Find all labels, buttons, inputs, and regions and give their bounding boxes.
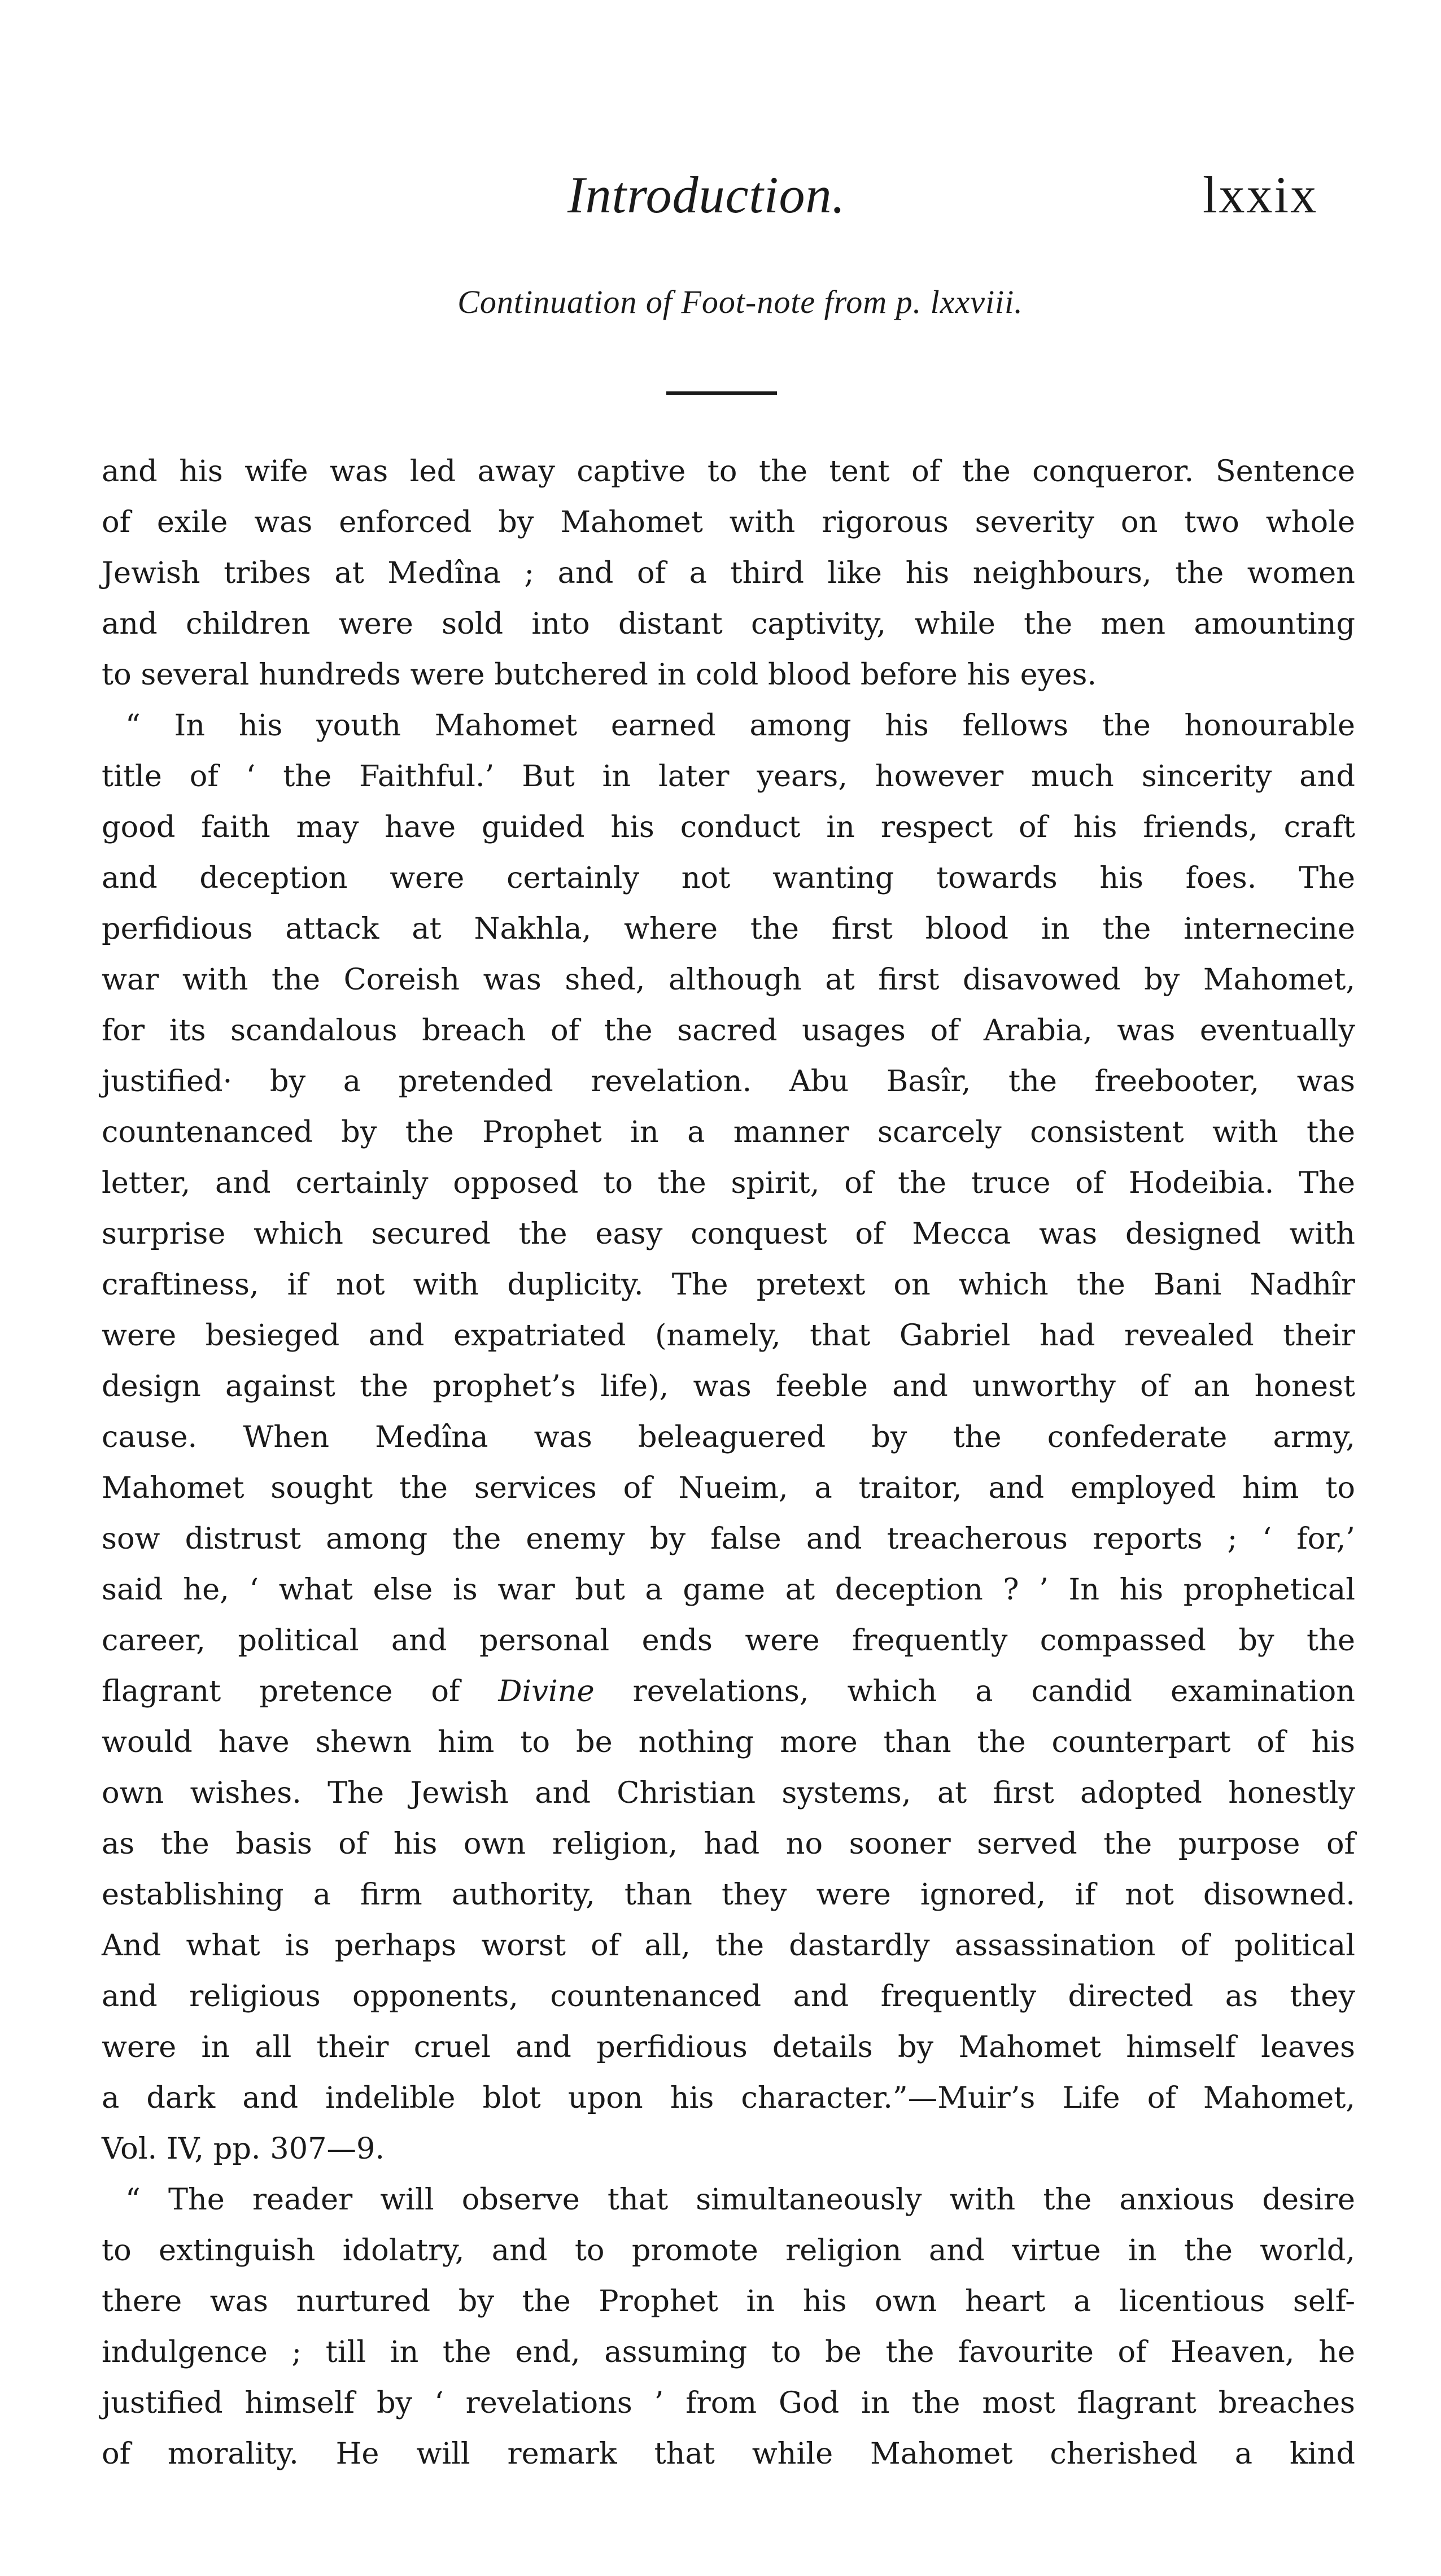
- page-number: lxxix: [1203, 166, 1318, 224]
- italic-term: Divine: [498, 1674, 595, 1708]
- text-line: “ The reader will observe that simultaneously with the anxious desire: [125, 2182, 1355, 2217]
- text-line: Mahomet sought the services of Nueim, a traitor, and employed him to: [102, 1471, 1355, 1505]
- text-line: career, political and personal ends were frequently compassed by the: [102, 1623, 1355, 1658]
- text-line: a dark and indelible blot upon his character.”—Muir’s Life of Mahomet,: [102, 2081, 1355, 2115]
- continuation-note: Continuation of Foot-note from p. lxxviii.: [457, 284, 1023, 320]
- paragraph: [102, 446, 1355, 700]
- text-line: and children were sold into distant captivity, while the men amounting: [102, 607, 1355, 641]
- text-line: as the basis of his own religion, had no sooner served the purpose of: [102, 1827, 1355, 1861]
- text-line: justified himself by ‘ revelations ’ from God in the most flagrant breaches: [102, 2386, 1355, 2420]
- paragraph: [102, 2174, 1355, 2479]
- text-line: countenanced by the Prophet in a manner scarcely consistent with the: [102, 1115, 1355, 1149]
- text-line: And what is perhaps worst of all, the dastardly assassination of political: [102, 1928, 1355, 1963]
- text-line: to extinguish idolatry, and to promote religion and virtue in the world,: [102, 2233, 1355, 2268]
- text-line: of exile was enforced by Mahomet with rigorous severity on two whole: [102, 505, 1355, 539]
- text-line: design against the prophet’s life), was feeble and unworthy of an honest: [102, 1369, 1355, 1403]
- text-line: there was nurtured by the Prophet in his own heart a licentious self-: [102, 2284, 1355, 2318]
- text-line: of morality. He will remark that while Mahomet cherished a kind: [102, 2436, 1355, 2471]
- text-line: war with the Coreish was shed, although at first disavowed by Mahomet,: [102, 962, 1355, 997]
- text-line: were in all their cruel and perfidious details by Mahomet himself leaves: [102, 2030, 1355, 2064]
- text-line: establishing a firm authority, than they were ignored, if not disowned.: [102, 1877, 1355, 1912]
- divider-rule: [666, 391, 777, 395]
- text-line: cause. When Medîna was beleaguered by the confederate army,: [102, 1420, 1355, 1454]
- section-title: Introduction.: [567, 166, 846, 224]
- text-line: letter, and certainly opposed to the spirit, of the truce of Hodeibia. The: [102, 1166, 1355, 1200]
- running-head: [0, 164, 1441, 226]
- text-line: justified· by a pretended revelation. Abu Basîr, the freebooter, was: [102, 1064, 1355, 1099]
- text-line-with-italic: flagrant pretence of Divine revelations, which a candid examination: [102, 1674, 1355, 1708]
- text-line: “ In his youth Mahomet earned among his fellows the honourable: [125, 708, 1355, 743]
- paragraph: [102, 700, 1355, 2174]
- text-line: craftiness, if not with duplicity. The pretext on which the Bani Nadhîr: [102, 1267, 1355, 1302]
- text-line: would have shewn him to be nothing more than the counterpart of his: [102, 1725, 1355, 1759]
- text-line: and religious opponents, countenanced and frequently directed as they: [102, 1979, 1355, 2013]
- text-line: own wishes. The Jewish and Christian systems, at first adopted honestly: [102, 1776, 1355, 1810]
- text-line: indulgence ; till in the end, assuming to be the favourite of Heaven, he: [102, 2335, 1355, 2369]
- text-line: for its scandalous breach of the sacred usages of Arabia, was eventually: [102, 1013, 1355, 1048]
- text-line: Vol. IV, pp. 307—9.: [102, 2132, 385, 2166]
- text-line: perfidious attack at Nakhla, where the first blood in the internecine: [102, 912, 1355, 946]
- text-line: said he, ‘ what else is war but a game at deception ? ’ In his prophetical: [102, 1572, 1355, 1607]
- text-line: to several hundreds were butchered in cold blood before his eyes.: [102, 657, 1097, 692]
- text-line: and his wife was led away captive to the tent of the conqueror. Sentence: [102, 454, 1355, 489]
- text-line: sow distrust among the enemy by false and treacherous reports ; ‘ for,’: [102, 1522, 1355, 1556]
- text-line: good faith may have guided his conduct in respect of his friends, craft: [102, 810, 1355, 844]
- text-line: surprise which secured the easy conquest of Mecca was designed with: [102, 1217, 1355, 1251]
- text-line: Jewish tribes at Medîna ; and of a third like his neighbours, the women: [102, 556, 1355, 590]
- text-line: title of ‘ the Faithful.’ But in later years, however much sincerity and: [102, 759, 1355, 794]
- body-text: [102, 446, 1355, 2479]
- text-line: were besieged and expatriated (namely, that Gabriel had revealed their: [102, 1318, 1355, 1353]
- text-line: and deception were certainly not wanting towards his foes. The: [102, 861, 1355, 895]
